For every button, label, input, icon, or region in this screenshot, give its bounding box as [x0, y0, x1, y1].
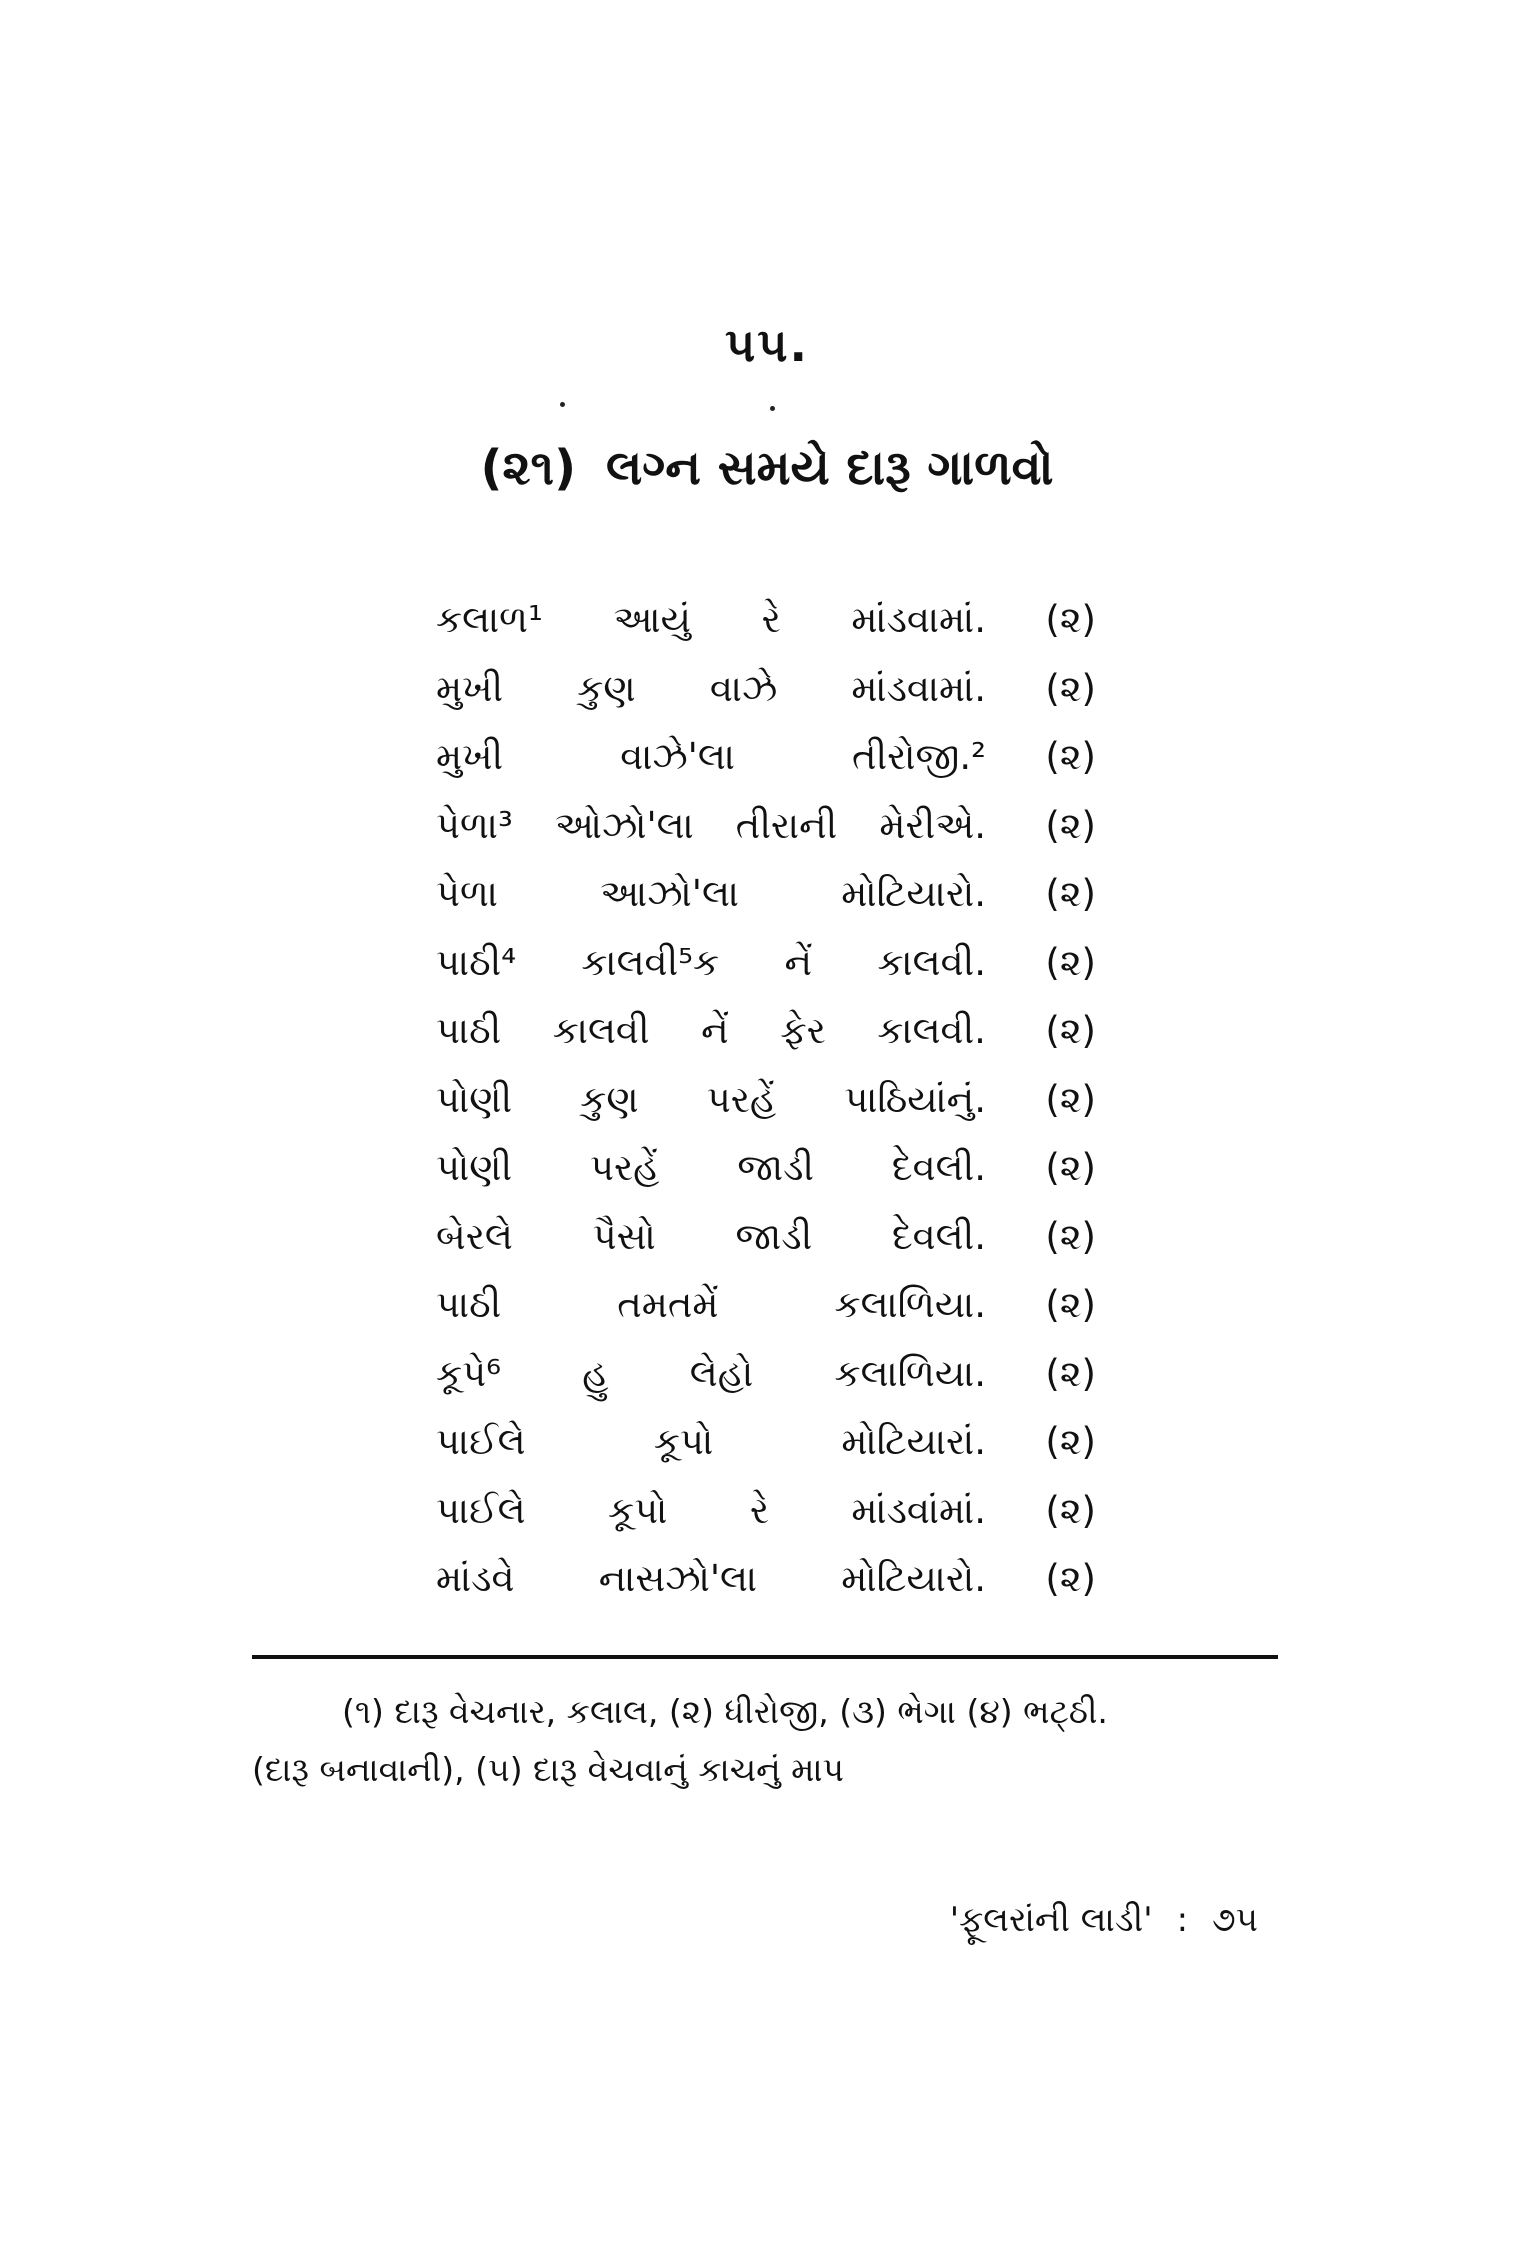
- verse-word: કાલવી⁵ક: [581, 940, 720, 984]
- verse-word: વાઝે: [709, 666, 778, 710]
- decorative-dots: [560, 400, 780, 410]
- verse-word: પાઠિયાંનું.: [844, 1077, 986, 1121]
- verse-refrain-marker: (૨): [1045, 940, 1096, 984]
- verse-text: [436, 1078, 1026, 1122]
- footnote-line-2: (દારૂ બનાવાની), (૫) દારૂ વેચવાનું કાચનું માપ: [252, 1750, 844, 1789]
- verse-refrain-marker: (૨): [1045, 1420, 1096, 1463]
- verse-text: [436, 598, 1026, 642]
- verse-text: [436, 1283, 1026, 1327]
- verse-word: લેહો: [689, 1351, 754, 1395]
- verse-word: તમતમેં: [617, 1283, 719, 1326]
- song-title-number: (૨૧): [480, 440, 577, 496]
- verse-word: રે: [749, 1488, 769, 1532]
- verse-text: [436, 1489, 1026, 1533]
- verse-line: [436, 1420, 1096, 1489]
- verse-word: માંડવામાં.: [851, 666, 986, 710]
- verse-refrain-marker: (૨): [1045, 1214, 1096, 1258]
- verse-word: પાઠી: [436, 1283, 502, 1326]
- verse-word: કાલવી: [552, 1009, 650, 1052]
- verse-line: [436, 1283, 1096, 1352]
- verse-word: ફેર: [780, 1009, 826, 1052]
- verse-line: [436, 941, 1096, 1010]
- verse-refrain-marker: (૨): [1045, 1283, 1096, 1326]
- verse-line: [436, 804, 1096, 873]
- verse-word: મોટિયારો.: [841, 1557, 986, 1600]
- verse-word: પોણી: [436, 1077, 513, 1121]
- verse-word: કુણ: [577, 666, 636, 710]
- song-title: [0, 440, 1534, 497]
- verse-text: [436, 667, 1026, 711]
- verse-text: [436, 804, 1026, 848]
- verse-word: દેવલી.: [891, 1146, 986, 1189]
- verse-line: [436, 1009, 1096, 1078]
- song-title-text: લગ્ન સમયે દારૂ ગાળવો: [606, 440, 1054, 496]
- verse-word: પાઈલે: [436, 1488, 526, 1532]
- verse-word: આઝો'લા: [600, 872, 739, 915]
- verse-word: માંડવાંમાં.: [851, 1488, 986, 1532]
- verse-word: મોટિયારો.: [841, 872, 986, 915]
- verse-word: કલાળ¹: [436, 598, 543, 641]
- dot-left: [560, 402, 565, 407]
- verse-refrain-marker: (૨): [1045, 1351, 1096, 1395]
- folio-book-title: 'ફૂલરાંની લાડી': [949, 1900, 1153, 1940]
- page-number: ૭૫: [1212, 1900, 1258, 1940]
- verse-text: [436, 1420, 1026, 1464]
- verse-word: કુણ: [580, 1077, 639, 1121]
- verse-word: મેરીએ.: [879, 803, 986, 847]
- verse-word: હુ: [582, 1351, 609, 1395]
- verse-word: માંડવામાં.: [851, 598, 986, 641]
- verse-refrain-marker: (૨): [1045, 803, 1096, 847]
- verse-word: કૂપો: [608, 1488, 668, 1532]
- song-number: ૫૫.: [725, 318, 809, 372]
- verse-text: [436, 1009, 1026, 1053]
- verse-refrain-marker: (૨): [1045, 1009, 1096, 1052]
- verse-word: કાલવી.: [877, 940, 986, 984]
- verse-word: મુખી: [436, 666, 504, 710]
- footnote-divider: [252, 1655, 1278, 1659]
- verse-word: કાલવી.: [877, 1009, 986, 1052]
- verse-line: [436, 1352, 1096, 1421]
- verse-line: [436, 735, 1096, 804]
- verse-refrain-marker: (૨): [1045, 1488, 1096, 1532]
- verse-line: [436, 1215, 1096, 1284]
- verse-word: પેળા: [436, 872, 498, 915]
- page-folio: [950, 1900, 1258, 1940]
- verse-word: તીરાની: [735, 803, 838, 847]
- verse-word: આયું: [613, 598, 691, 641]
- verse-refrain-marker: (૨): [1045, 1146, 1096, 1189]
- verse-refrain-marker: (૨): [1045, 872, 1096, 915]
- verse-word: પોણી: [436, 1146, 513, 1189]
- verse-refrain-marker: (૨): [1045, 666, 1096, 710]
- verse-line: [436, 872, 1096, 941]
- verse-text: [436, 1146, 1026, 1190]
- dot-right: [770, 406, 775, 411]
- verse-word: નેં: [784, 940, 813, 984]
- verse-line: [436, 667, 1096, 736]
- verse-word: પાઠી: [436, 1009, 502, 1052]
- verse-word: મોટિયારાં.: [841, 1420, 986, 1463]
- verse-word: ઓઝો'લા: [554, 803, 694, 847]
- verse-word: દેવલી.: [891, 1214, 986, 1258]
- verse-word: પાઈલે: [436, 1420, 526, 1463]
- verse-word: પરહેં: [590, 1146, 660, 1189]
- verse-word: કૂપો: [653, 1420, 714, 1463]
- verse-refrain-marker: (૨): [1045, 735, 1096, 778]
- verse-word: કલાળિયા.: [834, 1283, 986, 1326]
- verse-text: [436, 1215, 1026, 1259]
- verse-word: કૂપે⁶: [436, 1351, 501, 1395]
- verse-word: મુખી: [436, 735, 504, 778]
- verse-line: [436, 1489, 1096, 1558]
- verse-list: [436, 598, 1096, 1626]
- verse-word: માંડવે: [436, 1557, 515, 1600]
- verse-word: પૈસો: [592, 1214, 656, 1258]
- verse-word: પેળા³: [436, 803, 513, 847]
- verse-line: [436, 598, 1096, 667]
- verse-word: નેં: [701, 1009, 729, 1052]
- verse-line: [436, 1557, 1096, 1626]
- verse-refrain-marker: (૨): [1045, 1077, 1096, 1121]
- verse-word: રે: [761, 598, 781, 641]
- verse-refrain-marker: (૨): [1045, 1557, 1096, 1600]
- verse-word: તીરોજી.²: [852, 735, 986, 778]
- verse-word: જાડી: [737, 1146, 815, 1189]
- folio-separator: :: [1176, 1900, 1189, 1940]
- verse-text: [436, 941, 1026, 985]
- verse-word: વાઝે'લા: [620, 735, 735, 778]
- verse-line: [436, 1146, 1096, 1215]
- verse-refrain-marker: (૨): [1045, 598, 1096, 641]
- verse-word: જાડી: [735, 1214, 813, 1258]
- verse-word: નાસઝો'લા: [598, 1557, 758, 1600]
- verse-line: [436, 1078, 1096, 1147]
- verse-word: પાઠી⁴: [436, 940, 517, 984]
- verse-text: [436, 1557, 1026, 1601]
- verse-text: [436, 1352, 1026, 1396]
- verse-word: બેરલે: [436, 1214, 513, 1258]
- verse-word: કલાળિયા.: [834, 1351, 986, 1395]
- verse-word: પરહેં: [706, 1077, 777, 1121]
- verse-text: [436, 872, 1026, 916]
- verse-text: [436, 735, 1026, 779]
- footnote-line-1: (૧) દારૂ વેચનાર, કલાલ, (૨) ધીરોજી, (૩) ભેગા (૪) ભટ્ઠી.: [342, 1692, 1108, 1731]
